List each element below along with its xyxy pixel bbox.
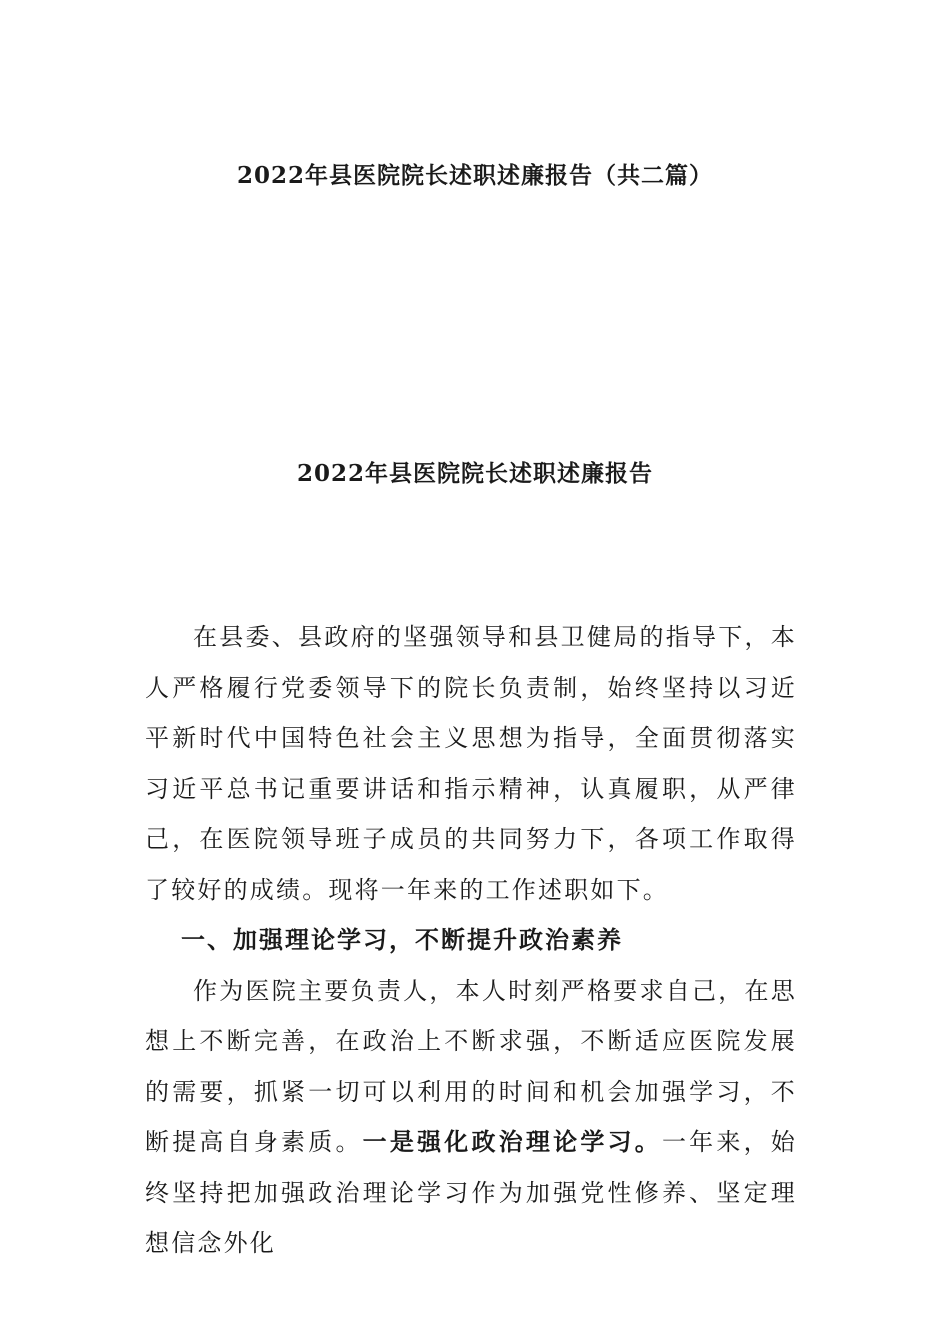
section-heading: 一、加强理论学习，不断提升政治素养 <box>181 925 623 954</box>
section-paragraph-emphasis: 一是强化政治理论学习。 <box>362 1127 662 1156</box>
section-paragraph-continuation: 一年来，始终坚持把加强政治理论学习作为加强党性修养、坚定理想信念外化 <box>145 1128 798 1257</box>
report-title: 2022年县医院院长述职述廉报告 <box>296 460 653 487</box>
section-paragraph <box>145 966 797 1269</box>
report-body <box>145 612 797 1269</box>
intro-paragraph: 在县委、县政府的坚强领导和县卫健局的指导下，本人严格履行党委领导下的院长负责制，始终坚持以习近平新时代中国特色社会主义思想为指导，全面贯彻落实习近平总书记重要讲话和指示精神，认真履职，从严律己，在医院领导班子成员的共同努力下，各项工作取得了较好的成绩。现将一年来的工作述职如下。 <box>145 623 797 904</box>
document-title: 2022年县医院院长述职述廉报告（共二篇） <box>236 162 713 189</box>
section-paragraph-text: 作为医院主要负责人，本人时刻严格要求自己，在思想上不断完善，在政治上不断求强，不断适应医院发展的需要，抓紧一切可以利用的时间和机会加强学习，不断提高自身素质。 <box>145 976 797 1156</box>
